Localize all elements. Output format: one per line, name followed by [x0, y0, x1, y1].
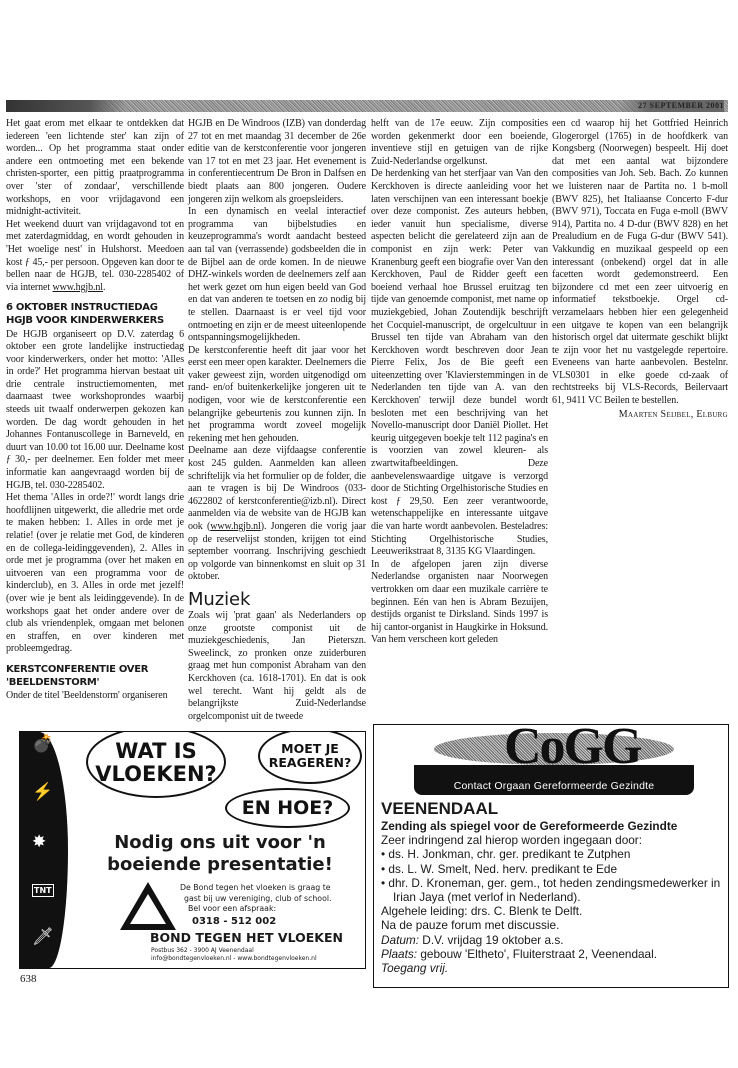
author-signature: Maarten Seijbel, Elburg [618, 408, 728, 420]
column-2 [188, 118, 366, 723]
contact-line: info@bondtegenvloeken.nl - www.bondtegenvloeken.nl [151, 954, 317, 962]
datum-value: D.V. vrijdag 19 oktober a.s. [419, 932, 564, 947]
paragraph: De herdenking van het sterfjaar van Van den Kerckhoven is directe aanleiding voor het laten verschijnen van een interessant boekje over deze componist. Zes auteurs hebben, ieder vanuit hun specialisme, diverse aspecten belicht die gerelateerd zijn aan de componist en zijn werk: Peter van Kranenburg geeft een biografie over Van den Kerckhoven, Paul de Ridder geeft een boeiend verhaal hoe Brussel eruitzag ten tijde van genoemde componist, met name op muziekgebied, Johan Zoutendijk beschrijft het Cocquiel-manuscript, de orgelcultuur in Brussel ten tijde van Abraham van den Kerckhoven wordt beschreven door Jean Pierre Felix, Jos de Bie geeft een uiteenzetting over 'Klavierstemmingen in de Nederlanden ten tijde van A. van den Kerckhoven' terwijl deze bundel wordt besloten met een beschrijving van het Novello-manuscript door Daniël Piollet. Het keurig uitgegeven boekje telt 112 pagina's en is voorzien van zowel kleuren- als zwartwitafbeeldingen. Deze aanbevelenswaardige uitgave is verzorgd door de Stichting Orgelhistorische Studies en kost ƒ 29,50. Een zeer verantwoorde, wetenschappelijke en interessante uitgave die van harte wordt aanbevolen. Besteladres: Stichting Orgelhistorische Studies, Leeuwerikstraat 8, 3135 KG Vlaardingen. [371, 168, 548, 558]
speaker-list [381, 847, 723, 904]
ad-body [381, 799, 723, 975]
column-3 [371, 118, 548, 647]
ad-organization: BOND TEGEN HET VLOEKEN [150, 930, 343, 945]
lightning-icon: ⚡ [32, 782, 54, 801]
header-masthead [6, 100, 126, 112]
paragraph: een cd waarop hij het Gottfried Heinrich Glogerorgel (1765) in de hoofdkerk van Kongsberg (Noorwegen) bespeelt. Hij doet dat met een aantal wat bijzondere composities van Joh. Seb. Bach. Zo kunnen we luisteren naar de Partita no. 1 b-moll (BWV 825), het Italiaanse Concerto F-dur (BWV 971), Toccata en Fuga e-moll (BWV 914), Partita no. 4 D-dur (BWV 828) en het Prealudium en de Fuga G-dur (BWV 541). Vakkundig en muzikaal gespeeld op een interessant (onbekend) orgel dat in alle facetten wordt gedemonstreerd. Een bijzondere cd met een zeer uitvoerig en informatief tekstboekje. Orgel cd-verzamelaars hebben hier een gelegenheid een uitgave te kopen van een belangrijk historisch orgel dat uitermate geschikt blijkt te zijn voor het nu vastgelegde repertoire. Eveneens van harte aanbevolen. Bestelnr. VLS0301 in elke goede cd-zaak of rechtstreeks bij VLS-Records, Beilervaart 61, 9411 VC Beilen te bestellen. [552, 118, 728, 407]
paragraph: Het gaat erom met elkaar te ontdekken dat iedereen 'een lichtende ster' kan zijn of worden... Op het programma staat onder andere een ontmoeting met een bekende christen-sporter, een pittig praatprogramma over 'ster of zondaar', verschillende workshops, en voor vrijdagavond een midnight-activiteit. [6, 118, 184, 218]
speech-bubble: WAT IS VLOEKEN? [86, 731, 226, 798]
advertisement-bond-tegen-vloeken [19, 731, 366, 969]
paragraph: Zoals wij 'prat gaan' als Nederlanders op onze grootste componist uit de muziekgeschiedenis, Jan Pieterszn. Sweelinck, zo pronken onze zuiderburen graag met hun componist Abraham van den Kerckhoven (ca. 1618-1701). En dat is ook wel terecht. Want hij geldt als de belangrijkste Zuid-Nederlandse orgelcomponist uit de tweede [188, 609, 366, 722]
paragraph: In een dynamisch en veelal interactief programma van bijbelstudies en keuzeprogramma's wordt aandacht besteed aan tal van (verrassende) godsbeelden die in de Bijbel aan de orde komen. In de nieuwe DHZ-winkels worden de deelnemers zelf aan het werk gezet om hun eigen beeld van God en dat van anderen te toetsen en zo nodig bij te stellen. Daarnaast is er veel tijd voor ontmoeting en zijn er de meest uiteenlopende ontspanningsmogelijkheden. [188, 206, 366, 344]
hgjb-link[interactable]: www.hgjb.nl [52, 281, 103, 293]
paragraph: Onder de titel 'Beeldenstorm' organiseren [6, 690, 168, 702]
paragraph-text: ). Jongeren die vorig jaar op de reservelijst stonden, krijgen tot eind september voorrang. Inschrijving geschiedt op volgorde van binnenkomst en sluit op 31 oktober. [188, 521, 366, 583]
warning-parrot-icon [120, 882, 176, 930]
page-number: 638 [20, 973, 37, 985]
column-4 [552, 118, 728, 421]
section-heading-kerstconferentie: KERSTCONFERENTIE OVER 'BEELDENSTORM' [6, 663, 149, 688]
ad-toegang [381, 961, 723, 975]
speaker-item: • ds. H. Jonkman, chr. ger. predikant te Zutphen [381, 847, 723, 861]
header-date: 27 SEPTEMBER 2001 [618, 100, 724, 112]
speech-bubble: MOET JE REAGEREN? [258, 731, 362, 784]
bomb-icon: 💣 [32, 734, 54, 753]
plaats-value: gebouw 'Eltheto', Fluiterstraat 2, Veenendaal. [417, 946, 658, 961]
ad-forum: Na de pauze forum met discussie. [381, 918, 560, 933]
toegang-text: Toegang vrij. [381, 961, 449, 976]
ad-subtitle: Zending als spiegel voor de Gereformeerde Gezindte [381, 819, 678, 833]
ad-intro: Zeer indringend zal hierop worden ingegaan door: [381, 833, 643, 848]
info-line: De Bond tegen het vloeken is graag te [180, 883, 331, 892]
section-heading-instructiedag: 6 OKTOBER INSTRUCTIEDAG HGJB VOOR KINDERWERKERS [6, 302, 164, 326]
paragraph [188, 445, 366, 584]
paragraph: helft van de 17e eeuw. Zijn composities worden gekenmerkt door een boeiende, inventieve stijl en getuigen van de rijke Zuid-Nederlandse orgelkunst. [371, 118, 548, 167]
decorative-strip [20, 732, 68, 968]
plaats-label: Plaats: [381, 946, 418, 961]
section-heading-muziek: Muziek [188, 588, 251, 610]
hgjb-link[interactable]: www.hgjb.nl [210, 521, 261, 532]
speaker-item: • dhr. D. Kroneman, ger. gem., tot heden zendingsmedewerker in Irian Jaya (met verlof in Nederland). [381, 876, 723, 904]
ad-address [151, 947, 317, 962]
logo-band-text: Contact Orgaan Gereformeerde Gezindte [453, 780, 655, 792]
paragraph: Het thema 'Alles in orde?!' wordt langs drie hoofdlijnen uitgewerkt, die alledrie met orde te maken hebben: 1. Alles in orde met je relatie! (over je relatie met God, de kinderen en de collega-leidinggevenden), 2. Alles in orde met je programma (over het maken en uitvoeren van een programma voor de kinderclub), en 3. Alles in orde met jezelf! (over wie je bent als leidinggevende). In de workshops gaat het onder andere over de club als vriendenplek, omgaan met belonen en straffen, en over kinderen met probleemgedrag. [6, 492, 184, 655]
paragraph: In de afgelopen jaren zijn diverse Nederlandse organisten naar Noorwegen vertrokken om daar een muzikale carrière te beginnen. Eén van hen is Abram Bezuijen, destijds organist te Dirksland. Sinds 1997 is hij cantor-organist in Haugkirke in Hoksund. Van hem verscheen kort geleden [371, 558, 548, 646]
ad-plaats [381, 947, 723, 961]
paragraph: De HGJB organiseert op D.V. zaterdag 6 oktober een grote landelijke instructiedag voor kinderwerkers, onder het motto: 'Alles in orde?' Het programma hiervan bestaat uit drie centrale instructiemomenten, met daarnaast twee workshoprondes waarbij steeds uit twaalf onderwerpen gekozen kan worden. De dag wordt gehouden in het Johannes Fontanuscollege in Barneveld, en duurt van 10.00 tot 16.00 uur. Deelname kost ƒ 30,- per deelnemer. Een folder met meer informatie kan aangevraagd worden bij de HGJB, tel. 030-2285402. [6, 328, 184, 491]
ad-headline: Nodig ons uit voor 'n boeiende presentatie! [107, 832, 333, 875]
explosion-icon: ✸ [32, 832, 47, 851]
ad-phone: 0318 - 512 002 [192, 916, 277, 927]
paragraph-text: Deelname aan deze vijfdaagse conferentie kost 245 gulden. Aanmelden kan alleen schriftelijk via het formulier op de folder, die aan te vragen is bij De Windroos (033-4622802 of kerstconferentie@izb.nl). Direct aanmelden via de website van de HGJB kan ook ( [188, 445, 366, 532]
speaker-item: • ds. L. W. Smelt, Ned. herv. predikant te Ede [381, 862, 723, 876]
cogg-logo [374, 725, 728, 797]
tnt-icon: TNT [34, 886, 52, 895]
info-line: gast bij uw vereniging, club of school. [184, 893, 332, 903]
logo-text: CoGG [504, 724, 641, 775]
column-1 [6, 118, 184, 703]
address-line: Postbus 362 - 3900 AJ Veenendaal [151, 947, 254, 954]
paragraph: De kerstconferentie heeft dit jaar voor het eerst een meer open karakter. Deelnemers die vaker geweest zijn, worden uitgenodigd om rand- en/of buitenkerkelijke jongeren uit te nodigen, voor wie de kerstconferentie een belangrijke gebeurtenis zou kunnen zijn. In het programma wordt zoveel mogelijk rekening met hen gehouden. [188, 344, 366, 444]
running-header-bar [6, 100, 728, 112]
speech-bubble: EN HOE? [225, 788, 350, 828]
advertisement-cogg [373, 724, 729, 988]
paragraph: HGJB en De Windroos (IZB) van donderdag 27 tot en met maandag 31 december de 26e editie van de kerstconferentie voor jongeren van 17 tot en met 23 jaar. Het evenement is in conferentiecentrum De Bron in Dalfsen en biedt plaats aan 800 jongeren. Oudere jongeren zijn welkom als groepsleiders. [188, 118, 366, 205]
datum-label: Datum: [381, 932, 420, 947]
paragraph: Het weekend duurt van vrijdagavond tot en met zaterdagmiddag, en wordt gehouden in 'Het woelige nest' in Hulshorst. Meedoen kost ƒ 45,- per persoon. Opgeven kan door te bellen naar de HGJB, tel. 030-2285402 of via internet www.hgjb.nl. [6, 218, 184, 293]
ad-datum [381, 933, 723, 947]
ad-leiding: Algehele leiding: drs. C. Blenk te Delft. [381, 904, 583, 919]
info-line: Bel voor een afspraak: [188, 904, 277, 913]
ad-info [180, 883, 332, 915]
knife-icon: 🗡 [32, 927, 54, 946]
ad-title: VEENENDAAL [381, 799, 499, 818]
paragraph-text: Het weekend duurt van vrijdagavond tot en met zaterdagmiddag, en wordt gehouden in 'Het woelige nest' in Hulshorst. Meedoen kost ƒ 45,- per persoon. Opgeven kan door te bellen naar de HGJB, tel. 030-2285402 of via internet [6, 218, 184, 293]
